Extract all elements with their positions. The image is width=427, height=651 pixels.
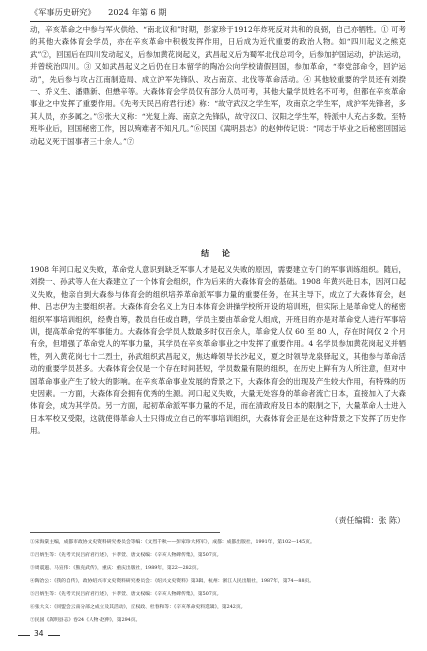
footnote-5: ⑤吕炳生等：《先考天民吕府君行述》，卞孝萱、唐文权编：《辛亥人物碑传集》，第507页。	[30, 592, 222, 597]
footnote-6: ⑥张大义：《同盟会云南分部之成立及其活动》，丘权政、杜春和等：《辛亥革命史料选辑》，第242页。	[30, 605, 246, 610]
header-rule	[30, 21, 405, 22]
section-title: 结 论	[201, 249, 235, 258]
footnote-list	[30, 536, 410, 627]
body-paragraph-conclusion: 1908 年河口起义失败，革命党人意识到缺乏军事人才是起义失败的原因，需要建立专门的军事训练组织。随后，刘揆一、孙武等人在大森建立了一个体育会组织，作为后来的大森体育会的基础。1908 年黄兴赴日本，因河口起义失败，他亲自到大森参与体育会的组织培养革命派军事力量的重要任务，在其主导下，成立了大森体育会，赵伸、吕志伊为主要组织者。大森体育会名义上为日本体育会讲操学校所开设的培训班，但实际上是革命党人的秘密组织军事培训组织，经费自筹，教员自任或自聘，学员主要由革命党人组成，开班目的亦是对革命党人进行军事培训，提高革命党的军事能力。大森体育会学员人数最多时仅百余人，革命党人仅 60 至 80 人，存在时间仅 2 个月有余，但增强了革命党人的军事力量，其学员在辛亥革命事业之中发挥了重要作用。4 名学员参加黄花岗起义并牺牲，列入黄花岗七十二烈士，孙武组织武昌起义，焦达峰领导长沙起义，夏之时领导龙泉驿起义，其他参与革命活动的重要学员甚多。大森体育会仅是一个存在时间甚短，学员数量有限的组织，在历史上鲜有为人所注意，但对中国革命事业产生了较大的影响。在辛亥革命事业发展的背景之下，大森体育会的出现及产生较大作用，有特殊的历史因素。一方面，大森体育会拥有优秀的生源。河口起义失败，大量无处容身的革命者流亡日本，直接加入了大森体育会，成为其学员。另一方面，起初革命派军事力量的不足，而在清政府及日本的限制之下，大量革命人士进入日本军校又受限，这就使得革命人士只得成立自己的军事培训组织，大森体育会正是在这种背景之下发挥了历史作用。	[30, 265, 406, 436]
footnote-rule	[30, 532, 220, 533]
page-number-rule-left	[18, 635, 30, 636]
page-number-rule-right	[48, 635, 60, 636]
page-number: 34	[34, 629, 44, 638]
footnote-4: ④陶冶公：《我的自传》，政协绍兴市文史资料研究委员会：《绍兴文史资料》第3辑，杭州：浙江人民出版社，1987年，第74—88页。	[30, 579, 315, 584]
journal-name: 《军事历史研究》	[30, 7, 96, 17]
issue-label: 2024 年第 6 期	[108, 7, 167, 17]
responsible-editor: （责任编辑：张 陈）	[330, 516, 405, 525]
running-header	[30, 5, 405, 19]
footnote-7: ⑦民国《嵩明县志》卷24《人物·赵伸》，第294页。	[30, 618, 141, 623]
body-paragraph-1: 动，辛亥革命之中参与军火供给、“南北议和”时期，彭家珍于1912年炸死反对共和的良弼，自己亦牺牲。① 可考的其他大森体育会学员，亦在辛亥革命中积极发挥作用，日后成为近代重要的政治人物。如“四川起义之熊克武”②，回国后在四川发动起义，后参加黄花岗起义，武昌起义后为蜀军北伐总司令，后参加护国运动，护法运动，并曾统治四川。③ 又如武昌起义之后仍在日本留学的陶冶公向学校请假回国，参加革命，“奉党部命令，回沪运动”，先后参与攻占江南制造局、成立沪军先锋队、攻占南京、北伐等革命活动。④ 其他较重要的学员还有刘揆一、乔义生、潘鼎新、但懋辛等。大森体育会学员仅有部分人员可考，其他大量学员姓名不可考，但都在辛亥革命事业之中发挥了重要作用。《先考天民吕府君行述》称：“故守武汉之学生军，攻南京之学生军，成沪军先锋者，多其人员，亦多属之。”⑤张大义称：“光复上海、南京之先锋队，故守汉口、汉阳之学生军，特派中人充占多数。至特班毕业后，回国秘密工作，因以殉难者不知凡几。”⑥民国《嵩明县志》的赵伸传记说：“同志于毕业之后秘密回国运动起义死于国事者三十余人。”⑦	[30, 25, 406, 146]
footnote-1: ①宋海棠主编，成都市政协文史资料研究委员会等编：《文烈千秋——彭家珍大将军》，成都：成都出版社，1991年，第102—145页。	[30, 540, 315, 545]
footnote-3: ③周震遐、马宣伟：《熊克武传》，重庆：重庆出版社，1989年，第22—282页。	[30, 566, 202, 571]
footnote-2: ②吕炳生等：《先考天民吕府君行述》，卞孝萱、唐文权编：《辛亥人物碑传集》，第507页。	[30, 553, 222, 558]
